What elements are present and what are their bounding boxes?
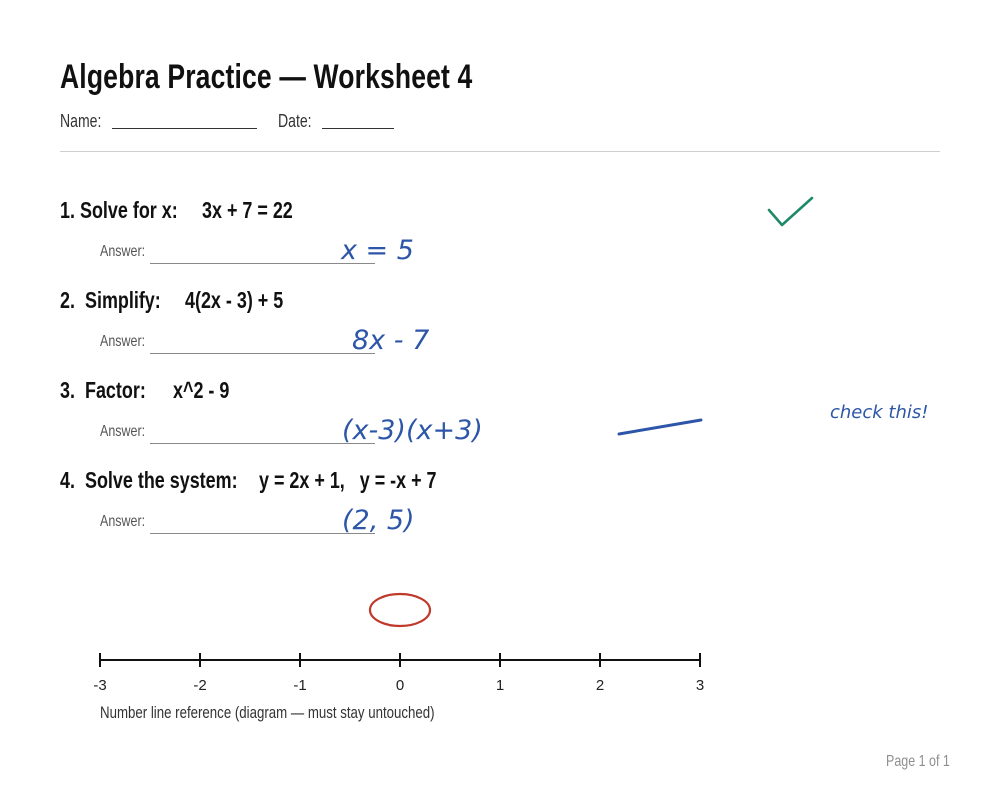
date-label: Date: <box>278 111 312 131</box>
question-number: 2. <box>60 287 75 313</box>
name-blank-line[interactable] <box>112 110 257 129</box>
number-line-caption: Number line reference (diagram — must stay untouched) <box>100 703 435 722</box>
question-1-prompt: Solve for x: <box>80 197 178 223</box>
name-field[interactable] <box>60 110 257 132</box>
name-label: Name: <box>60 111 102 131</box>
question-number: 1. <box>60 197 75 223</box>
question-2 <box>60 287 79 314</box>
question-2-expression: 4(2x - 3) + 5 <box>185 287 284 313</box>
number-line-tick-label: -1 <box>293 677 307 694</box>
question-1-expression: 3x + 7 = 22 <box>202 197 293 223</box>
number-line-tick-label: 0 <box>395 677 405 694</box>
answer-line-2[interactable] <box>150 353 375 354</box>
number-line-tick-label: 3 <box>695 677 705 694</box>
page-indicator: Page 1 of 1 <box>886 753 950 770</box>
handwritten-answer-1: x = 5 <box>341 235 414 266</box>
number-line-tick-label: 1 <box>495 677 505 694</box>
question-2-prompt: Simplify: <box>85 287 161 313</box>
pen-stroke-mark <box>612 412 708 440</box>
number-line-tick-label: 2 <box>595 677 605 694</box>
question-3 <box>60 377 79 404</box>
answer-label: Answer: <box>100 333 146 350</box>
question-1 <box>60 197 79 224</box>
number-line-tick-label: -3 <box>93 677 107 694</box>
handwritten-answer-4: (2, 5) <box>342 505 415 536</box>
question-3-expression: x^2 - 9 <box>173 377 230 403</box>
circle-annotation <box>364 588 436 632</box>
answer-label: Answer: <box>100 423 146 440</box>
question-number: 3. <box>60 377 75 403</box>
question-4 <box>60 467 79 494</box>
worksheet-title-text: Algebra Practice — Worksheet 4 <box>60 58 473 96</box>
handwritten-answer-3: (x-3)(x+3) <box>342 415 483 446</box>
question-number: 4. <box>60 467 75 493</box>
checkmark-icon <box>760 190 820 235</box>
date-field[interactable] <box>278 110 394 132</box>
question-4-prompt: Solve the system: <box>85 467 238 493</box>
question-4-expression: y = 2x + 1, y = -x + 7 <box>259 467 437 493</box>
handwritten-answer-2: 8x - 7 <box>352 325 430 356</box>
date-blank-line[interactable] <box>322 110 394 129</box>
header-divider <box>60 151 940 152</box>
answer-label: Answer: <box>100 243 146 260</box>
question-3-prompt: Factor: <box>85 377 146 403</box>
worksheet-title <box>60 58 589 97</box>
check-this-note: check this! <box>830 402 929 423</box>
number-line-tick-label: -2 <box>193 677 207 694</box>
number-line-diagram <box>90 640 720 710</box>
answer-label: Answer: <box>100 513 146 530</box>
